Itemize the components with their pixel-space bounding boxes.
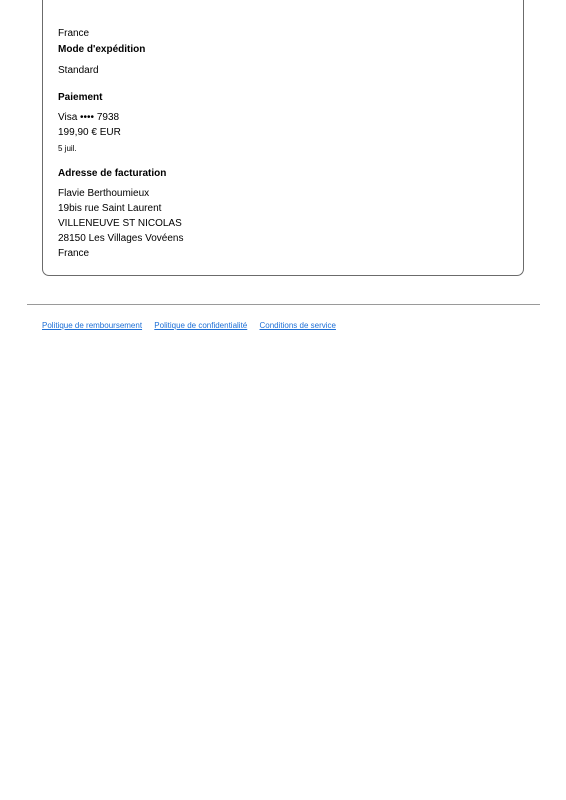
billing-postal: 28150 Les Villages Vovéens <box>58 233 184 244</box>
payment-card: Visa •••• 7938 <box>58 112 120 123</box>
billing-name: Flavie Berthoumieux <box>58 188 150 199</box>
payment-amount: 199,90 € EUR <box>58 127 121 138</box>
payment-date: 5 juil. <box>58 144 77 153</box>
privacy-policy-link[interactable]: Politique de confidentialité <box>154 321 248 330</box>
shipping-address-country: France <box>58 28 90 39</box>
billing-address-heading: Adresse de facturation <box>58 168 167 179</box>
refund-policy-link[interactable]: Politique de remboursement <box>42 321 143 330</box>
shipping-method-heading: Mode d'expédition <box>58 44 146 55</box>
footer-links <box>42 321 346 331</box>
billing-street: 19bis rue Saint Laurent <box>58 203 162 214</box>
billing-city: VILLENEUVE ST NICOLAS <box>58 218 182 229</box>
footer-divider <box>27 304 540 305</box>
shipping-method-value: Standard <box>58 65 99 76</box>
terms-of-service-link[interactable]: Conditions de service <box>259 321 336 330</box>
billing-country: France <box>58 248 90 259</box>
payment-heading: Paiement <box>58 92 103 103</box>
order-details-card <box>42 0 524 276</box>
